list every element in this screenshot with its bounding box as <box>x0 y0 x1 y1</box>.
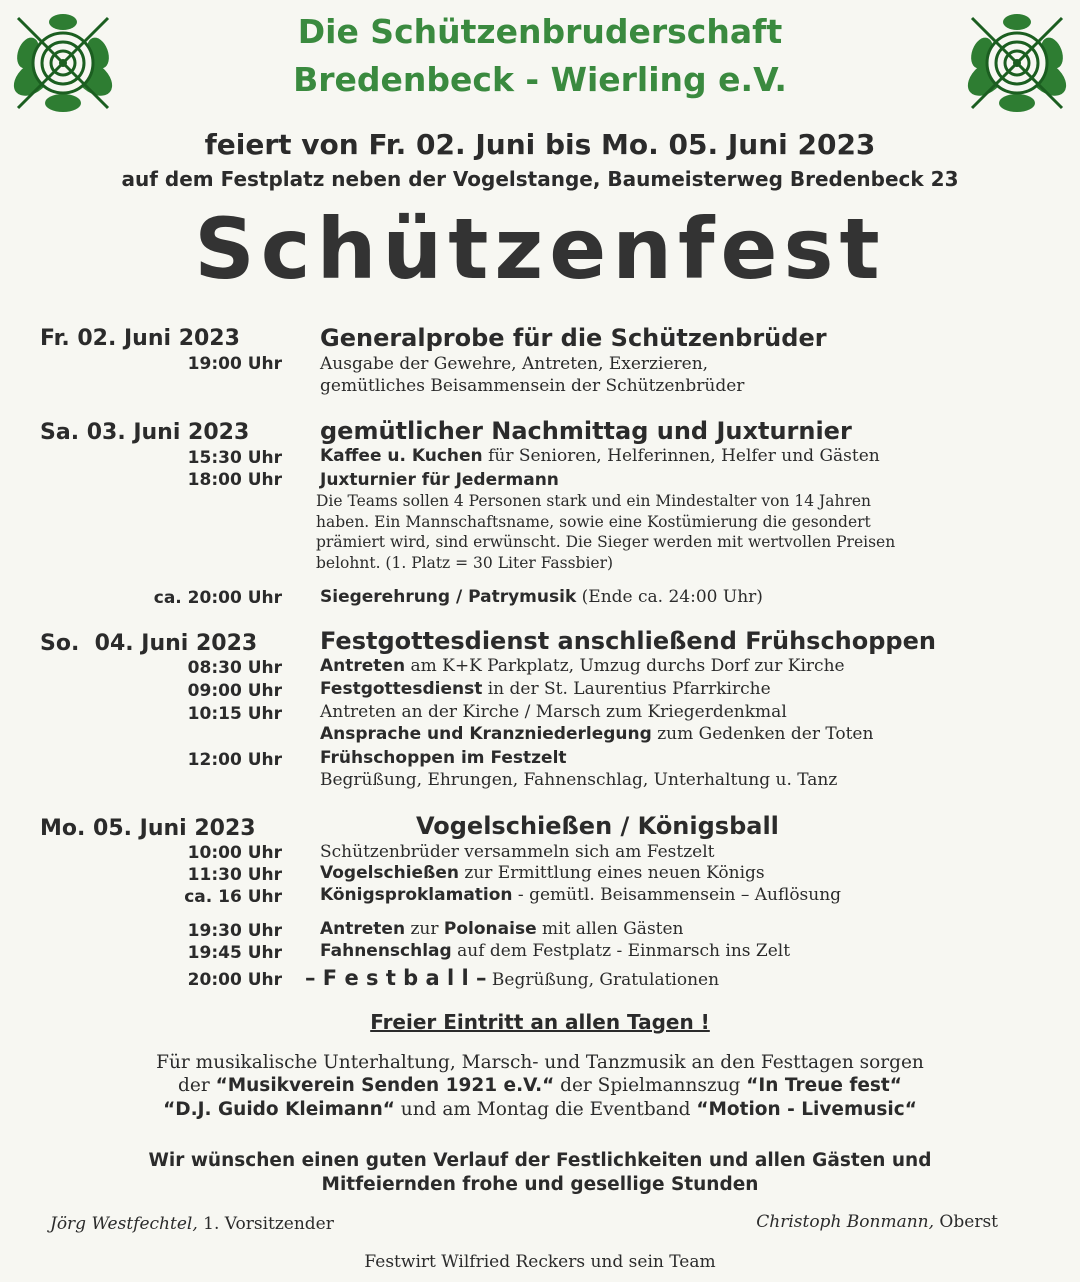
day-date: Fr. 02. Juni 2023 <box>40 326 240 351</box>
time-label: ca. 20:00 Uhr <box>153 588 282 608</box>
org-name-line-1: Die Schützenbruderschaft <box>297 12 783 51</box>
day-headline: Festgottesdienst anschließend Frühschoppen <box>320 627 936 655</box>
program-line: Antreten am K+K Parkplatz, Umzug durchs Dorf zur Kirche <box>320 656 845 676</box>
music-line-3: “D.J. Guido Kleimann“ und am Montag die Eventband “Motion - Livemusic“ <box>163 1099 917 1120</box>
program-line: Siegerehrung / Patrymusik (Ende ca. 24:00 Uhr) <box>320 587 763 607</box>
time-label: 18:00 Uhr <box>187 470 282 490</box>
day-date: So. 04. Juni 2023 <box>40 631 258 656</box>
program-line: Begrüßung, Ehrungen, Fahnenschlag, Unterhaltung u. Tanz <box>320 770 838 790</box>
program-line: Schützenbrüder versammeln sich am Festzelt <box>320 842 715 862</box>
day-date: Mo. 05. Juni 2023 <box>40 816 256 841</box>
program-line: Königsproklamation - gemütl. Beisammensein – Auflösung <box>320 885 842 905</box>
page-title: Schützenfest <box>194 200 886 298</box>
program-line: Fahnenschlag auf dem Festplatz - Einmarsch ins Zelt <box>320 941 791 961</box>
time-label: ca. 16 Uhr <box>184 887 282 907</box>
program-line: Vogelschießen zur Ermittlung eines neuen Königs <box>320 863 765 883</box>
wishes-line-1: Wir wünschen einen guten Verlauf der Festlichkeiten und allen Gästen und <box>148 1150 932 1171</box>
program-line: gemütliches Beisammensein der Schützenbrüder <box>320 376 745 396</box>
day-date: Sa. 03. Juni 2023 <box>40 420 250 445</box>
time-label: 11:30 Uhr <box>187 865 282 885</box>
wishes-line-2: Mitfeiernden frohe und gesellige Stunden <box>321 1174 759 1195</box>
time-label: 12:00 Uhr <box>187 750 282 770</box>
time-label: 19:00 Uhr <box>187 354 282 374</box>
program-line: Festgottesdienst in der St. Laurentius Pfarrkirche <box>320 679 771 699</box>
day-headline: Vogelschießen / Königsball <box>416 812 779 840</box>
org-name-line-2: Bredenbeck - Wierling e.V. <box>293 60 787 99</box>
day-headline: Generalprobe für die Schützenbrüder <box>320 324 827 352</box>
program-line: Antreten an der Kirche / Marsch zum Kriegerdenkmal <box>320 702 787 722</box>
program-line: Juxturnier für Jedermann <box>320 470 559 490</box>
time-label: 10:15 Uhr <box>187 704 282 724</box>
time-label: 15:30 Uhr <box>187 448 282 468</box>
program-line: Kaffee u. Kuchen für Senioren, Helferinnen, Helfer und Gästen <box>320 446 880 466</box>
signature-chairman: Jörg Westfechtel, 1. Vorsitzender <box>50 1214 334 1234</box>
program-line: Ansprache und Kranzniederlegung zum Gedenken der Toten <box>320 724 874 744</box>
event-location: auf dem Festplatz neben der Vogelstange, Baumeisterweg Bredenbeck 23 <box>121 167 959 191</box>
program-line: Ausgabe der Gewehre, Antreten, Exerzieren, <box>320 354 709 374</box>
program-line: Frühschoppen im Festzelt <box>320 748 567 768</box>
free-entry-notice: Freier Eintritt an allen Tagen ! <box>370 1010 710 1034</box>
day-headline: gemütlicher Nachmittag und Juxturnier <box>320 417 852 445</box>
time-label: 10:00 Uhr <box>187 843 282 863</box>
time-label: 09:00 Uhr <box>187 681 282 701</box>
music-line-2: der “Musikverein Senden 1921 e.V.“ der Spielmannszug “In Treue fest“ <box>178 1075 902 1096</box>
time-label: 08:30 Uhr <box>187 658 282 678</box>
signature-colonel: Christoph Bonmann, Oberst <box>756 1212 998 1232</box>
time-label: 20:00 Uhr <box>187 970 282 990</box>
program-line: – F e s t b a l l – Begrüßung, Gratulationen <box>305 966 720 990</box>
time-label: 19:30 Uhr <box>187 921 282 941</box>
tournament-description: Die Teams sollen 4 Personen stark und ein Mindestalter von 14 Jahren haben. Ein Mannschaftsname, sowie eine Kostümierung die gesondert prämiert wird, sind erwünscht. Die Sieger werden mit wertvollen Preisen belohnt. (1. Platz = 30 Liter Fassbier) <box>316 492 896 572</box>
program-line: Antreten zur Polonaise mit allen Gästen <box>320 919 684 939</box>
music-line-1: Für musikalische Unterhaltung, Marsch- und Tanzmusik an den Festtagen sorgen <box>156 1052 924 1073</box>
host-line: Festwirt Wilfried Reckers und sein Team <box>364 1252 716 1272</box>
time-label: 19:45 Uhr <box>187 943 282 963</box>
event-dates: feiert von Fr. 02. Juni bis Mo. 05. Juni 2023 <box>204 128 876 161</box>
